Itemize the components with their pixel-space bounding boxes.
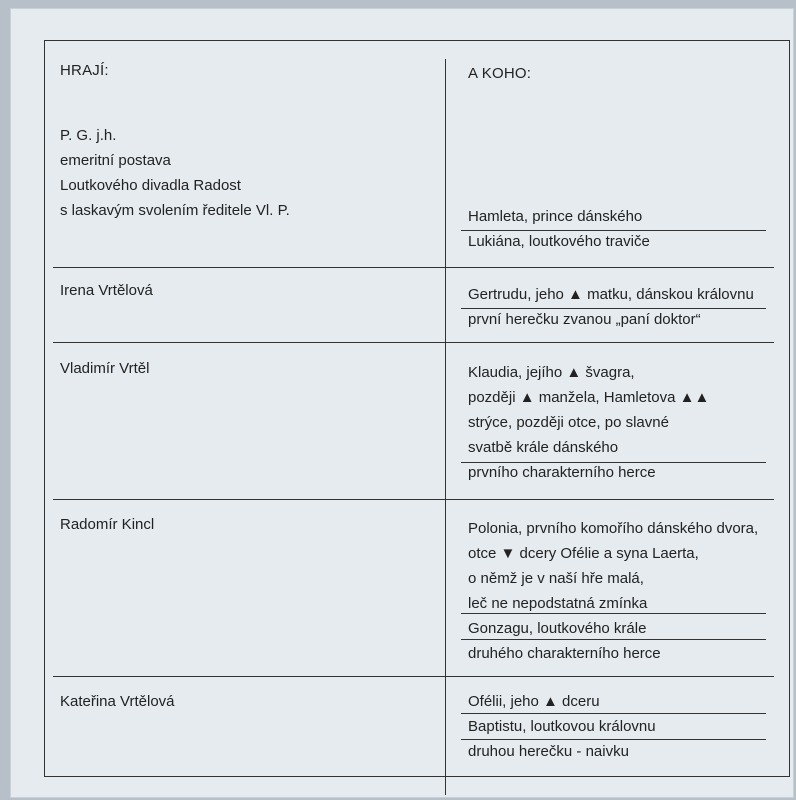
role-block [468,360,773,485]
role-line: o němž je v naší hře malá, [468,570,644,587]
role-block [468,689,773,764]
role-line: prvního charakterního herce [468,464,656,481]
performer-name: Irena Vrtělová [60,282,153,299]
role-line: Hamleta, prince dánského [468,208,643,225]
role-line: Gonzagu, loutkového krále [468,620,647,637]
role-line: leč ne nepodstatná zmínka [468,595,648,612]
performer-line: s laskavým svolením ředitele Vl. P. [60,202,290,219]
performer-name: Vladimír Vrtěl [60,360,150,377]
role-line: Lukiána, loutkového traviče [468,233,650,250]
row-divider [53,676,774,677]
role-line: později ▲ manžela, Hamletova ▲▲ [468,389,710,406]
heading-performers: HRAJÍ: [60,62,109,79]
role-line: Polonia, prvního komořího dánského dvora, [468,520,759,537]
cast-frame [44,40,790,777]
row-divider [53,267,774,268]
heading-roles: A KOHO: [468,65,532,82]
page-sheet [10,8,794,798]
role-block [468,282,773,332]
role-line: strýce, později otce, po slavné [468,414,669,431]
role-line: Ofélii, jeho ▲ dceru [468,693,600,710]
role-block [468,204,773,254]
performer-line: emeritní postava [60,152,171,169]
role-line: Klaudia, jejího ▲ švagra, [468,364,635,381]
role-block [468,516,773,666]
performer-line: Loutkového divadla Radost [60,177,241,194]
column-divider [445,59,446,795]
performer-name: Kateřina Vrtělová [60,693,175,710]
row-divider [53,342,774,343]
role-line: první herečku zvanou „paní doktor“ [468,311,701,328]
role-line: otce ▼ dcery Ofélie a syna Laerta, [468,545,699,562]
role-line: druhou herečku - naivku [468,743,629,760]
performer-line: P. G. j.h. [60,127,117,144]
performer-block [60,123,430,223]
row-divider [53,499,774,500]
role-line: druhého charakterního herce [468,645,661,662]
role-line: svatbě krále dánského [468,439,619,456]
performer-name: Radomír Kincl [60,516,155,533]
role-line: Gertrudu, jeho ▲ matku, dánskou královnu [468,286,754,303]
role-line: Baptistu, loutkovou královnu [468,718,656,735]
